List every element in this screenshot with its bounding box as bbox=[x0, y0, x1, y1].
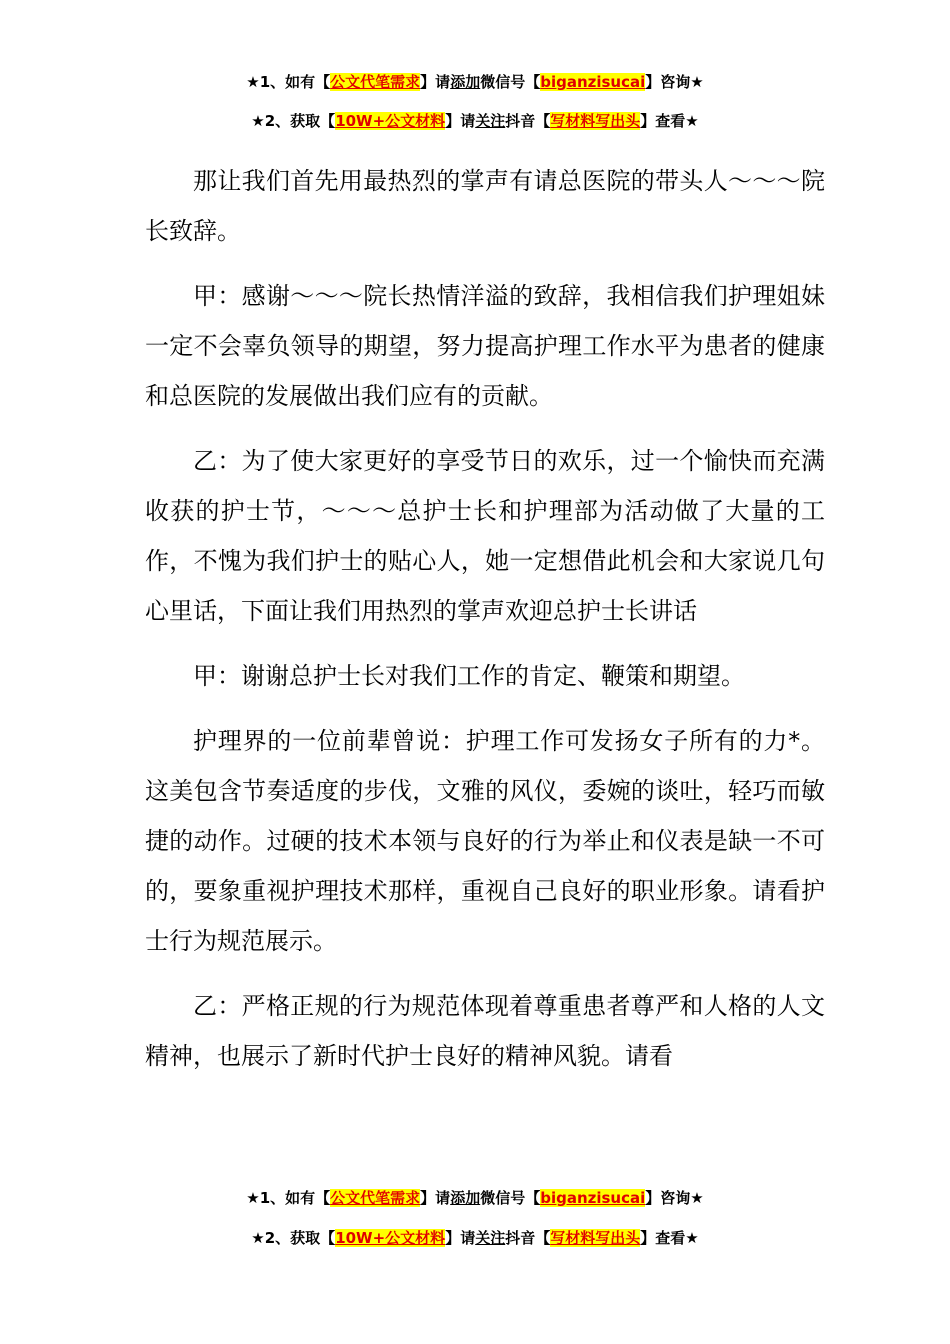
underline-add: 添加 bbox=[450, 1189, 481, 1207]
banner-text: 】请 bbox=[445, 1229, 476, 1247]
banner-text: 】咨询★ bbox=[645, 1189, 704, 1207]
banner-text: 】请 bbox=[445, 112, 476, 130]
header-line-2 bbox=[0, 111, 950, 131]
highlight-ghostwriting: 公文代笔需求 bbox=[330, 1189, 421, 1207]
footer-line-2 bbox=[0, 1228, 950, 1248]
document-body bbox=[145, 156, 825, 1081]
paragraph: 乙：严格正规的行为规范体现着尊重患者尊严和人格的人文精神，也展示了新时代护士良好的精神风貌。请看 bbox=[145, 992, 825, 1070]
banner-text: 1、如有【 bbox=[259, 1189, 331, 1207]
underline-follow: 关注 bbox=[475, 112, 506, 130]
banner-text: 】咨询★ bbox=[645, 73, 704, 91]
highlight-wechat-id: biganzisucai bbox=[540, 1189, 646, 1207]
paragraph: 乙：为了使大家更好的享受节日的欢乐，过一个愉快而充满收获的护士节，～～～总护士长和护理部为活动做了大量的工作，不愧为我们护士的贴心人，她一定想借此机会和大家说几句心里话，下面让我们用热烈的掌声欢迎总护士长讲话 bbox=[145, 447, 825, 625]
header-line-1 bbox=[0, 72, 950, 92]
underline-follow: 关注 bbox=[475, 1229, 506, 1247]
banner-text: 】查看★ bbox=[640, 112, 699, 130]
highlight-ghostwriting: 公文代笔需求 bbox=[330, 73, 421, 91]
paragraph: 甲：感谢～～～院长热情洋溢的致辞，我相信我们护理姐妹一定不会辜负领导的期望，努力提高护理工作水平为患者的健康和总医院的发展做出我们应有的贡献。 bbox=[145, 282, 825, 410]
banner-text: 2、获取【 bbox=[264, 112, 336, 130]
banner-text: 抖音【 bbox=[505, 112, 551, 130]
footer-line-1 bbox=[0, 1188, 950, 1208]
banner-text: 】请 bbox=[420, 73, 451, 91]
star-icon: ★ bbox=[246, 73, 260, 91]
highlight-douyin-id: 写材料写出头 bbox=[550, 112, 641, 130]
banner-text: 2、获取【 bbox=[264, 1229, 336, 1247]
banner-text: 】请 bbox=[420, 1189, 451, 1207]
paragraph: 甲：谢谢总护士长对我们工作的肯定、鞭策和期望。 bbox=[193, 662, 745, 690]
banner-text: 抖音【 bbox=[505, 1229, 551, 1247]
banner-text: 】查看★ bbox=[640, 1229, 699, 1247]
highlight-wechat-id: biganzisucai bbox=[540, 73, 646, 91]
highlight-douyin-id: 写材料写出头 bbox=[550, 1229, 641, 1247]
paragraph: 那让我们首先用最热烈的掌声有请总医院的带头人～～～院长致辞。 bbox=[145, 167, 825, 245]
highlight-materials: 10W+公文材料 bbox=[335, 1229, 446, 1247]
star-icon: ★ bbox=[246, 1189, 260, 1207]
banner-text: 1、如有【 bbox=[259, 73, 331, 91]
star-icon: ★ bbox=[251, 112, 265, 130]
underline-add: 添加 bbox=[450, 73, 481, 91]
star-icon: ★ bbox=[251, 1229, 265, 1247]
banner-text: 微信号【 bbox=[480, 1189, 541, 1207]
banner-text: 微信号【 bbox=[480, 73, 541, 91]
highlight-materials: 10W+公文材料 bbox=[335, 112, 446, 130]
paragraph: 护理界的一位前辈曾说：护理工作可发扬女子所有的力*。这美包含节奏适度的步伐，文雅的风仪，委婉的谈吐，轻巧而敏捷的动作。过硬的技术本领与良好的行为举止和仪表是缺一不可的，要象重视护理技术那样，重视自己良好的职业形象。请看护士行为规范展示。 bbox=[145, 727, 825, 955]
